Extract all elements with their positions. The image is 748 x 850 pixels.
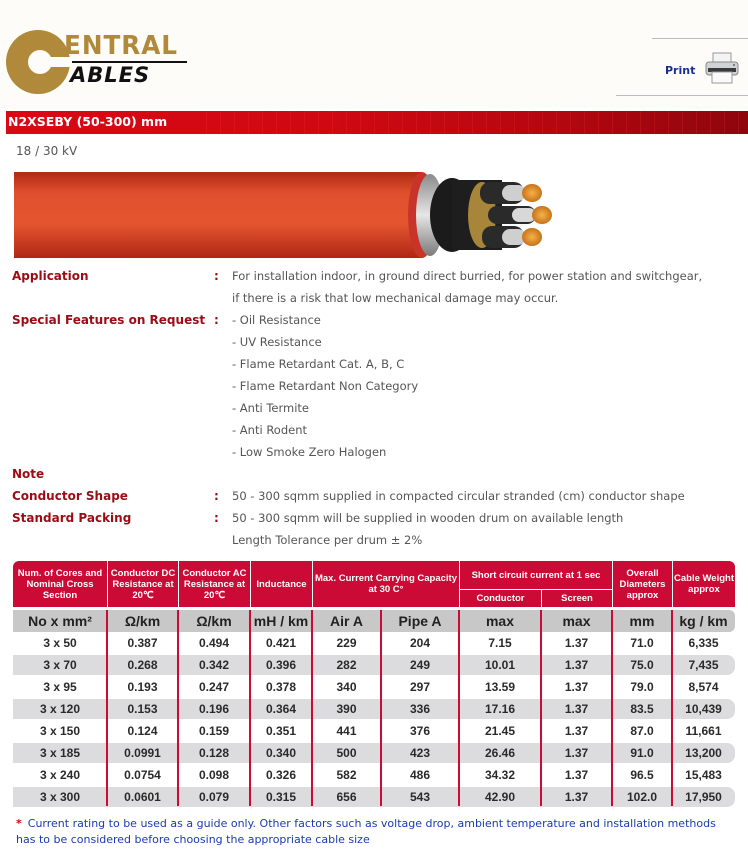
asterisk-marker: *: [16, 817, 22, 830]
cell-dc-resistance: 0.387: [127, 636, 158, 650]
cell-sc-conductor: 34.32: [484, 768, 516, 782]
cell-sc-screen: 1.37: [564, 746, 589, 760]
col-header-short-circuit: Short circuit current at 1 sec: [459, 561, 612, 589]
unit-cores: No x mm²: [28, 613, 92, 629]
column-divider: [311, 610, 313, 806]
cell-sc-conductor: 10.01: [484, 658, 516, 672]
feature-item: - Anti Termite: [232, 401, 309, 415]
cell-current-pipe: 297: [409, 680, 431, 694]
unit-inductance: mH / km: [253, 613, 309, 629]
cell-cores: 3 x 70: [43, 658, 77, 672]
cell-current-pipe: 486: [409, 768, 431, 782]
cell-current-air: 656: [336, 790, 357, 804]
product-title: N2XSEBY (50-300) mm: [8, 114, 168, 129]
cell-cores: 3 x 50: [43, 636, 77, 650]
cell-current-pipe: 336: [409, 702, 431, 716]
printer-icon[interactable]: [704, 52, 740, 84]
cell-cores: 3 x 95: [43, 680, 77, 694]
cell-dc-resistance: 0.268: [127, 658, 158, 672]
divider: [652, 38, 748, 39]
spec-label-special-features: Special Features on Request: [12, 313, 206, 327]
cell-cores: 3 x 240: [39, 768, 81, 782]
cell-current-pipe: 543: [409, 790, 431, 804]
spec-colon: :: [214, 489, 219, 503]
divider: [616, 95, 748, 96]
cell-ac-resistance: 0.079: [198, 790, 230, 804]
logo-word-cables: ABLES: [70, 63, 151, 87]
cell-inductance: 0.378: [265, 680, 297, 694]
cell-ac-resistance: 0.196: [198, 702, 230, 716]
spec-label-note: Note: [12, 467, 45, 481]
cell-sc-conductor: 42.90: [484, 790, 516, 804]
cell-dc-resistance: 0.0601: [124, 790, 161, 804]
cell-ac-resistance: 0.159: [198, 724, 230, 738]
print-link[interactable]: Print: [665, 64, 696, 77]
cell-current-air: 390: [336, 702, 357, 716]
cell-diameter: 83.5: [630, 702, 654, 716]
voltage-rating: 18 / 30 kV: [16, 144, 78, 158]
footnote: [16, 816, 716, 848]
cell-current-pipe: 423: [409, 746, 431, 760]
cell-sc-screen: 1.37: [564, 768, 589, 782]
cable-cores: [480, 182, 552, 248]
col-header-sc-conductor: Conductor: [459, 589, 541, 607]
cell-inductance: 0.351: [265, 724, 297, 738]
cell-diameter: 75.0: [630, 658, 654, 672]
unit-current-pipe: Pipe A: [398, 613, 442, 629]
cell-inductance: 0.340: [265, 746, 297, 760]
cell-weight: 11,661: [685, 724, 722, 738]
cell-weight: 6,335: [688, 636, 719, 650]
unit-ac-resistance: Ω/km: [196, 613, 232, 629]
cell-current-air: 582: [336, 768, 357, 782]
cell-diameter: 91.0: [630, 746, 654, 760]
col-header-ac-resistance: Conductor AC Resistance at 20℃: [178, 561, 250, 607]
cell-current-pipe: 249: [409, 658, 431, 672]
cable-illustration: [12, 170, 582, 260]
col-header-current-capacity: Max. Current Carrying Capacity at 30 C°: [312, 561, 459, 607]
cell-sc-screen: 1.37: [564, 790, 589, 804]
cell-dc-resistance: 0.124: [127, 724, 158, 738]
column-divider: [249, 610, 251, 806]
cell-current-pipe: 376: [409, 724, 431, 738]
column-divider: [458, 610, 460, 806]
col-header-dc-resistance: Conductor DC Resistance at 20℃: [107, 561, 178, 607]
cell-ac-resistance: 0.342: [198, 658, 230, 672]
cell-sc-screen: 1.37: [564, 724, 589, 738]
cell-current-air: 282: [336, 658, 357, 672]
unit-sc-screen: max: [562, 613, 591, 629]
cell-diameter: 87.0: [630, 724, 654, 738]
feature-item: - Anti Rodent: [232, 423, 308, 437]
cell-current-air: 500: [336, 746, 357, 760]
footnote-text: Current rating to be used as a guide only. Other factors such as voltage drop, ambient temperature and installation methods has to be considered before choosing the appropriate cable size: [16, 817, 716, 846]
spec-value-application-2: if there is a risk that low mechanical damage may occur.: [232, 291, 559, 305]
spec-value-standard-packing-1: 50 - 300 sqmm will be supplied in wooden drum on available length: [232, 511, 624, 525]
cell-cores: 3 x 300: [39, 790, 81, 804]
spec-value-standard-packing-2: Length Tolerance per drum ± 2%: [232, 533, 423, 547]
feature-item: - Flame Retardant Non Category: [232, 379, 419, 393]
spec-label-standard-packing: Standard Packing: [12, 511, 132, 525]
unit-diameter: mm: [629, 613, 655, 629]
cell-sc-conductor: 21.45: [484, 724, 516, 738]
cell-cores: 3 x 120: [39, 702, 81, 716]
print-area: [652, 38, 748, 96]
cell-current-pipe: 204: [409, 636, 431, 650]
cell-sc-conductor: 13.59: [484, 680, 516, 694]
feature-item: - Flame Retardant Cat. A, B, C: [232, 357, 405, 371]
cell-ac-resistance: 0.098: [198, 768, 230, 782]
cell-ac-resistance: 0.247: [198, 680, 230, 694]
column-divider: [540, 610, 542, 806]
cell-dc-resistance: 0.0754: [124, 768, 161, 782]
col-header-inductance: Inductance: [250, 561, 312, 607]
column-divider: [380, 610, 382, 806]
col-header-weight: Cable Weight approx: [672, 561, 735, 607]
cell-dc-resistance: 0.0991: [124, 746, 161, 760]
cell-inductance: 0.396: [265, 658, 297, 672]
cell-cores: 3 x 150: [39, 724, 81, 738]
column-divider: [177, 610, 179, 806]
spec-value-application-1: For installation indoor, in ground direct burried, for power station and switchgear,: [232, 269, 703, 283]
feature-item: - UV Resistance: [232, 335, 322, 349]
outer-sheath: [14, 172, 422, 258]
cell-sc-screen: 1.37: [564, 636, 589, 650]
cell-diameter: 102.0: [626, 790, 658, 804]
cell-inductance: 0.364: [265, 702, 297, 716]
cell-weight: 10,439: [685, 702, 722, 716]
cell-diameter: 96.5: [630, 768, 654, 782]
column-divider: [611, 610, 613, 806]
logo-word-central: ENTRAL: [64, 31, 178, 61]
cell-sc-screen: 1.37: [564, 702, 589, 716]
cell-weight: 17,950: [685, 790, 722, 804]
cell-current-air: 340: [336, 680, 357, 694]
cell-sc-screen: 1.37: [564, 658, 589, 672]
central-cables-logo[interactable]: [6, 30, 186, 94]
cell-weight: 7,435: [688, 658, 719, 672]
cell-sc-conductor: 7.15: [488, 636, 512, 650]
cell-diameter: 71.0: [630, 636, 654, 650]
spec-colon: :: [214, 511, 219, 525]
spec-label-application: Application: [12, 269, 89, 283]
cell-diameter: 79.0: [630, 680, 654, 694]
cell-sc-conductor: 26.46: [484, 746, 516, 760]
col-header-diameter: Overall Diameters approx: [612, 561, 672, 607]
page-header: [0, 0, 748, 108]
table-header: [13, 561, 735, 607]
cell-ac-resistance: 0.128: [198, 746, 230, 760]
logo-ring-icon: [6, 30, 70, 94]
feature-item: - Oil Resistance: [232, 313, 321, 327]
unit-dc-resistance: Ω/km: [124, 613, 161, 629]
feature-item: - Low Smoke Zero Halogen: [232, 445, 387, 459]
unit-sc-conductor: max: [485, 613, 515, 629]
unit-weight: kg / km: [679, 613, 728, 629]
cell-sc-screen: 1.37: [564, 680, 589, 694]
cell-weight: 15,483: [685, 768, 722, 782]
cell-weight: 13,200: [685, 746, 722, 760]
product-title-band: [6, 111, 748, 134]
cell-ac-resistance: 0.494: [198, 636, 230, 650]
cell-current-air: 441: [336, 724, 357, 738]
cell-current-air: 229: [336, 636, 357, 650]
col-header-sc-screen: Screen: [541, 589, 612, 607]
unit-current-air: Air A: [330, 613, 363, 629]
cell-cores: 3 x 185: [39, 746, 81, 760]
cell-sc-conductor: 17.16: [484, 702, 516, 716]
cell-inductance: 0.421: [265, 636, 297, 650]
cell-inductance: 0.326: [265, 768, 297, 782]
column-divider: [106, 610, 108, 806]
cell-inductance: 0.315: [265, 790, 297, 804]
spec-colon: :: [214, 313, 219, 327]
spec-value-conductor-shape: 50 - 300 sqmm supplied in compacted circular stranded (cm) conductor shape: [232, 489, 685, 503]
spec-label-conductor-shape: Conductor Shape: [12, 489, 128, 503]
spec-colon: :: [214, 269, 219, 283]
cell-dc-resistance: 0.193: [127, 680, 158, 694]
cell-dc-resistance: 0.153: [127, 702, 158, 716]
col-header-cores: Num. of Cores and Nominal Cross Section: [17, 567, 103, 601]
cell-weight: 8,574: [688, 680, 719, 694]
column-divider: [671, 610, 673, 806]
